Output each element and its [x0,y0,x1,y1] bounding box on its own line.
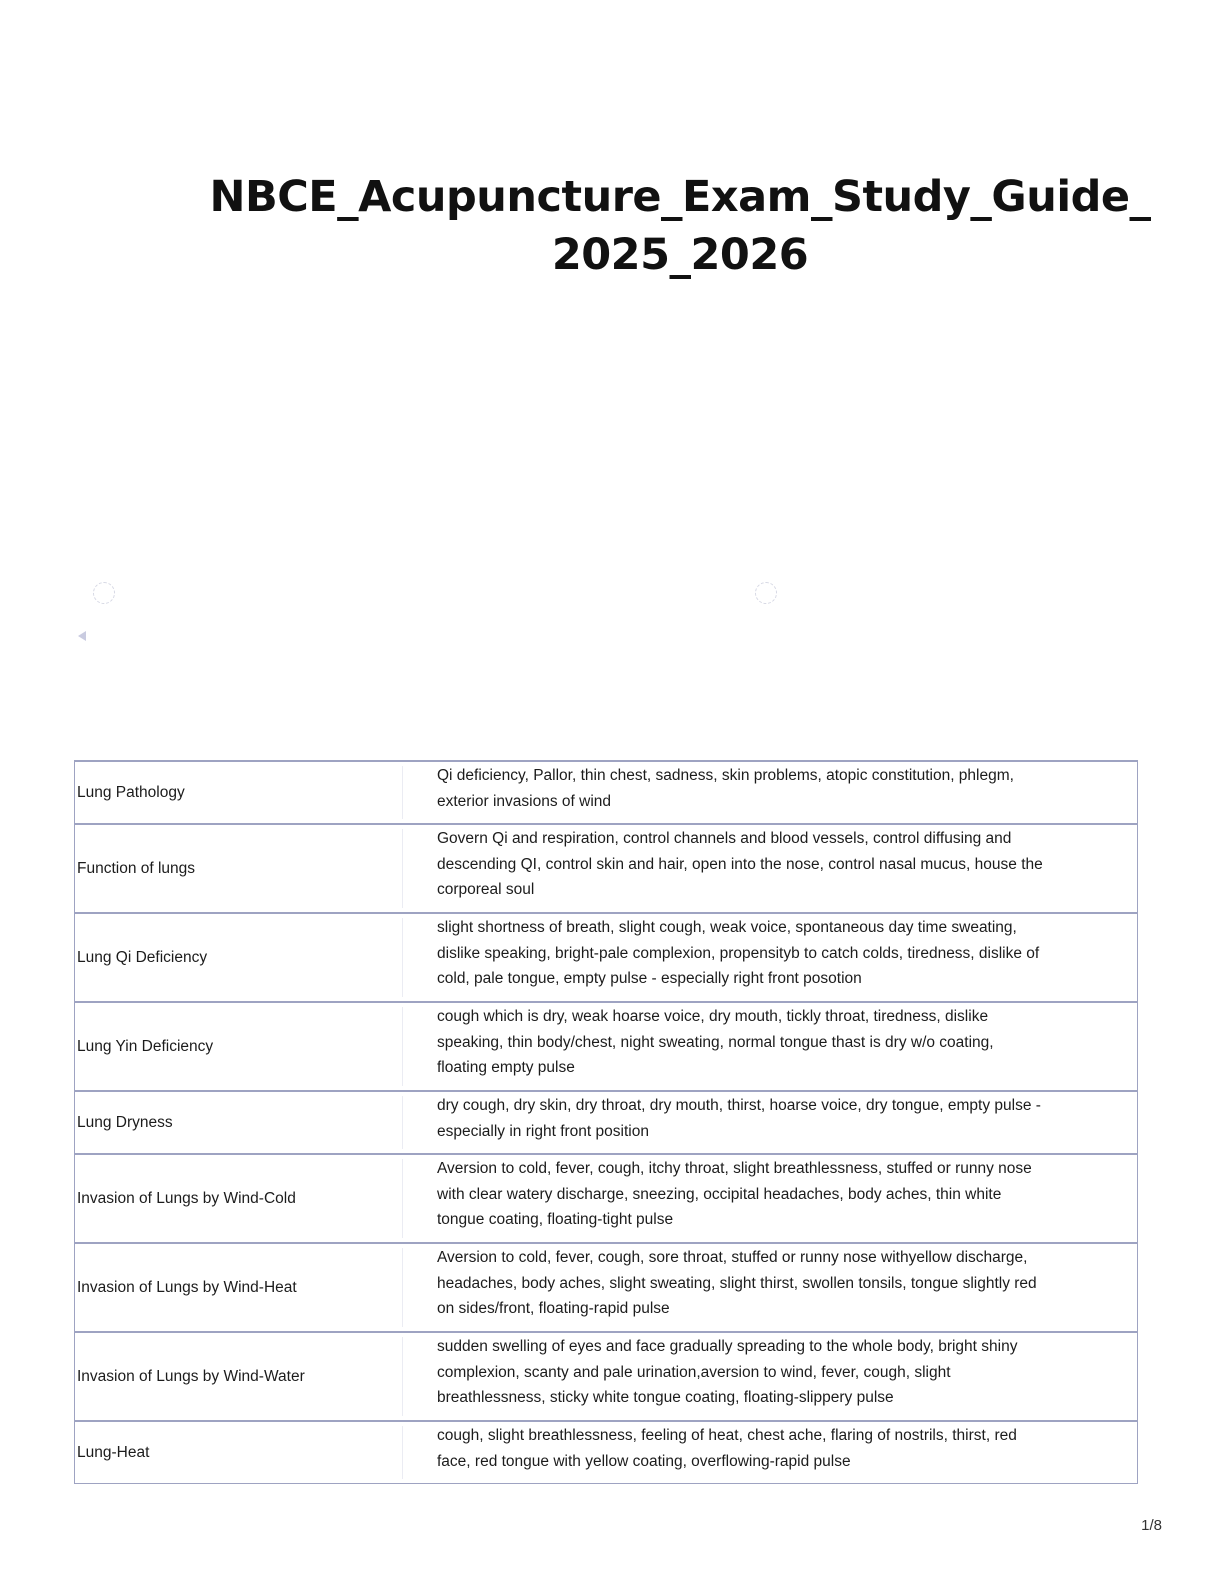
definition-cell: dry cough, dry skin, dry throat, dry mouth, thirst, hoarse voice, dry tongue, empty pulse - especially in right front position [437,1097,1041,1140]
document-title [180,168,1180,284]
definition-cell: Aversion to cold, fever, cough, sore throat, stuffed or runny nose withyellow discharge, headaches, body aches, slight sweating, slight thirst, swollen tonsils, tongue slightly red on sides/front, floating-rapid pulse [437,1249,1037,1318]
table-row [75,912,1137,1001]
title-line-2: 2025_2026 [551,230,809,280]
definition-cell: Aversion to cold, fever, cough, itchy throat, slight breathlessness, stuffed or runny nose with clear watery discharge, sneezing, occipital headaches, body aches, thin white tongue coating, floating-tight pulse [437,1160,1032,1229]
definition-cell: sudden swelling of eyes and face gradually spreading to the whole body, bright shiny complexion, scanty and pale urination,aversion to wind, fever, cough, slight breathlessness, sticky white tongue coating, floating-slippery pulse [437,1338,1018,1407]
table-row [75,1420,1137,1483]
table-row [75,1242,1137,1331]
table-row [75,1090,1137,1153]
term-cell: Lung Pathology [75,762,403,823]
term-cell: Lung Yin Deficiency [75,1003,403,1090]
term-cell: Invasion of Lungs by Wind-Water [75,1333,403,1420]
faint-circle-marker [93,582,115,604]
term-cell: Lung Qi Deficiency [75,914,403,1001]
term-cell: Invasion of Lungs by Wind-Cold [75,1155,403,1242]
flashcard-table [74,760,1138,1484]
definition-cell: cough which is dry, weak hoarse voice, dry mouth, tickly throat, tiredness, dislike speaking, thin body/chest, night sweating, normal tongue thast is dry w/o coating, floating empty pulse [437,1008,994,1077]
definition-cell: slight shortness of breath, slight cough, weak voice, spontaneous day time sweating, dislike speaking, bright-pale complexion, propensityb to catch colds, tiredness, dislike of cold, pale tongue, empty pulse - especially right front posotion [437,919,1040,988]
definition-cell: cough, slight breathlessness, feeling of heat, chest ache, flaring of nostrils, thirst, red face, red tongue with yellow coating, overflowing-rapid pulse [437,1427,1017,1470]
term-cell: Lung-Heat [75,1422,403,1483]
page-number: 1/8 [1141,1517,1162,1534]
title-line-1: NBCE_Acupuncture_Exam_Study_Guide_ [209,172,1151,222]
definition-cell: Govern Qi and respiration, control channels and blood vessels, control diffusing and descending QI, control skin and hair, open into the nose, control nasal mucus, house the corporeal soul [437,830,1043,899]
table-row [75,1331,1137,1420]
left-arrow-icon [78,631,86,641]
faint-circle-marker [755,582,777,604]
table-row [75,1001,1137,1090]
term-cell: Lung Dryness [75,1092,403,1153]
table-row [75,1153,1137,1242]
table-row [75,823,1137,912]
term-cell: Function of lungs [75,825,403,912]
term-cell: Invasion of Lungs by Wind-Heat [75,1244,403,1331]
definition-cell: Qi deficiency, Pallor, thin chest, sadness, skin problems, atopic constitution, phlegm, exterior invasions of wind [437,767,1014,810]
table-row [75,760,1137,823]
